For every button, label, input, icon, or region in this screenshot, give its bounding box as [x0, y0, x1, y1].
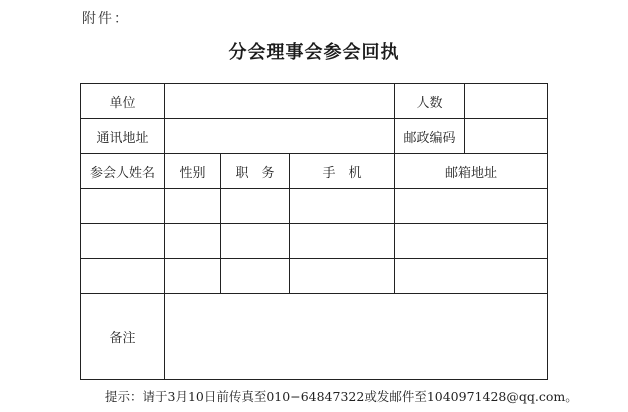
count-label: 人数 — [395, 84, 465, 119]
attendee-name-cell[interactable] — [81, 259, 165, 294]
attendee-gender-cell[interactable] — [165, 259, 221, 294]
attendee-row — [81, 259, 548, 294]
attendee-position-cell[interactable] — [221, 224, 290, 259]
column-header-name: 参会人姓名 — [81, 154, 165, 189]
attendee-row — [81, 224, 548, 259]
column-header-gender: 性别 — [165, 154, 221, 189]
postcode-field[interactable] — [465, 119, 548, 154]
attendee-email-cell[interactable] — [395, 189, 548, 224]
address-label: 通讯地址 — [81, 119, 165, 154]
attendee-position-cell[interactable] — [221, 189, 290, 224]
column-header-row — [81, 154, 548, 189]
attendee-email-cell[interactable] — [395, 224, 548, 259]
column-header-mobile: 手 机 — [290, 154, 395, 189]
address-field[interactable] — [165, 119, 395, 154]
page-title: 分会理事会参会回执 — [228, 42, 400, 63]
attendee-name-cell[interactable] — [81, 224, 165, 259]
count-field[interactable] — [465, 84, 548, 119]
column-header-email: 邮箱地址 — [395, 154, 548, 189]
attendee-email-cell[interactable] — [395, 259, 548, 294]
attachment-label: 附件： — [82, 11, 130, 27]
attendee-position-cell[interactable] — [221, 259, 290, 294]
remarks-label: 备注 — [81, 294, 165, 380]
attendee-gender-cell[interactable] — [165, 189, 221, 224]
unit-row — [81, 84, 548, 119]
unit-field[interactable] — [165, 84, 395, 119]
receipt-form-table — [80, 83, 548, 380]
remarks-field[interactable] — [165, 294, 548, 380]
address-row — [81, 119, 548, 154]
column-header-position: 职 务 — [221, 154, 290, 189]
remarks-row — [81, 294, 548, 380]
submission-note: 提示：请于3月10日前传真至010−64847322或发邮件至1040971428@qq.com。 — [105, 389, 578, 404]
attendee-mobile-cell[interactable] — [290, 224, 395, 259]
attendee-gender-cell[interactable] — [165, 224, 221, 259]
attendee-mobile-cell[interactable] — [290, 259, 395, 294]
attendee-row — [81, 189, 548, 224]
attendee-name-cell[interactable] — [81, 189, 165, 224]
postcode-label: 邮政编码 — [395, 119, 465, 154]
unit-label: 单位 — [81, 84, 165, 119]
attendee-mobile-cell[interactable] — [290, 189, 395, 224]
